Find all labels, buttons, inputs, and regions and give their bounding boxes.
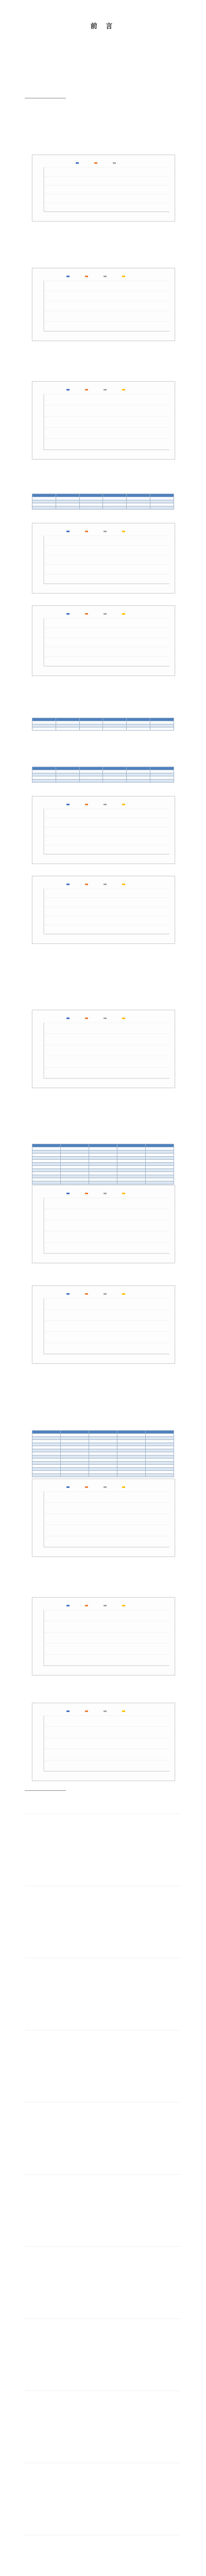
legend-swatch <box>104 804 107 805</box>
table-cell <box>56 779 79 783</box>
legend-swatch <box>66 1486 70 1488</box>
table-cell <box>89 1474 117 1477</box>
chart-panel <box>32 1010 175 1088</box>
table-cell <box>32 779 56 783</box>
table-cell <box>79 506 103 510</box>
table-cell <box>32 1181 61 1184</box>
chart-svg <box>32 1703 175 1781</box>
legend-swatch <box>66 1018 70 1019</box>
chart-panel <box>32 796 175 864</box>
table-cell <box>117 1181 146 1184</box>
legend-swatch <box>122 1293 125 1295</box>
legend-swatch <box>122 1605 125 1606</box>
table-row <box>32 1474 174 1477</box>
legend-swatch <box>66 1605 70 1606</box>
legend-swatch <box>122 804 125 805</box>
legend-swatch <box>85 1605 88 1606</box>
legend-swatch <box>122 1710 125 1712</box>
table-cell <box>127 727 150 731</box>
table-cell <box>79 727 103 731</box>
page-guide-line <box>26 2102 180 2103</box>
table-row <box>32 1181 174 1184</box>
page-guide-line <box>26 2246 180 2247</box>
legend-swatch <box>85 531 88 532</box>
chart-panel <box>32 1185 175 1263</box>
table-cell <box>146 1474 174 1477</box>
chart-panel <box>32 381 175 460</box>
section-paragraph <box>25 227 181 243</box>
chart-panel <box>32 268 175 341</box>
chart-panel <box>32 523 175 594</box>
legend-swatch <box>104 531 107 532</box>
section-paragraph <box>25 1124 181 1137</box>
legend-swatch <box>66 1710 70 1712</box>
table-cell <box>32 1474 61 1477</box>
chart-svg <box>32 1286 175 1363</box>
report-title: 前 言 <box>90 23 116 30</box>
section-paragraph <box>25 471 181 487</box>
legend-swatch <box>122 1193 125 1194</box>
legend-swatch <box>104 1486 107 1488</box>
legend-swatch <box>66 613 70 615</box>
legend-swatch <box>85 389 88 391</box>
legend-swatch <box>104 1710 107 1712</box>
table-cell <box>61 1474 89 1477</box>
legend-swatch <box>122 531 125 532</box>
section-paragraph <box>25 987 181 1003</box>
chart-svg <box>32 268 175 341</box>
legend-swatch <box>122 1018 125 1019</box>
legend-swatch <box>104 276 107 277</box>
footnote-rule <box>25 1790 66 1791</box>
table-cell <box>61 1181 89 1184</box>
chart-svg <box>32 1010 175 1088</box>
chart-svg <box>32 876 175 943</box>
legend-swatch <box>104 1018 107 1019</box>
legend-swatch <box>85 804 88 805</box>
intro-paragraph <box>25 36 181 56</box>
legend-swatch <box>66 1193 70 1194</box>
chart-panel <box>32 876 175 944</box>
legend-swatch <box>85 884 88 885</box>
section-paragraph <box>25 131 181 147</box>
table-row <box>32 727 174 731</box>
legend-swatch <box>104 613 107 615</box>
legend-swatch <box>85 1293 88 1295</box>
legend-swatch <box>76 162 79 164</box>
legend-swatch <box>122 276 125 277</box>
table-cell <box>103 727 127 731</box>
chart-panel <box>32 1285 175 1364</box>
table-cell <box>103 506 127 510</box>
table-cell <box>32 727 56 731</box>
legend-swatch <box>94 162 97 164</box>
legend-swatch <box>66 884 70 885</box>
data-table <box>32 494 174 510</box>
legend-swatch <box>85 1193 88 1194</box>
data-table <box>32 1144 174 1184</box>
table-cell <box>103 779 127 783</box>
legend-swatch <box>85 276 88 277</box>
chart-svg <box>32 523 175 593</box>
table-cell <box>127 506 150 510</box>
legend-swatch <box>66 389 70 391</box>
section-paragraph <box>25 1103 181 1122</box>
section-paragraph <box>25 355 181 371</box>
chart-panel <box>32 1597 175 1675</box>
table-cell <box>146 1181 174 1184</box>
section-paragraph <box>25 690 181 709</box>
legend-swatch <box>66 531 70 532</box>
legend-swatch <box>85 613 88 615</box>
legend-swatch <box>104 1293 107 1295</box>
legend-swatch <box>122 884 125 885</box>
legend-swatch <box>104 1605 107 1606</box>
table-row <box>32 506 174 510</box>
table-cell <box>117 1474 146 1477</box>
legend-swatch <box>104 389 107 391</box>
legend-swatch <box>85 1486 88 1488</box>
legend-swatch <box>104 1193 107 1194</box>
section-paragraph <box>25 744 181 760</box>
table-cell <box>32 506 56 510</box>
chart-svg <box>32 796 175 863</box>
chart-svg <box>32 606 175 675</box>
intro-paragraph <box>25 58 181 71</box>
legend-swatch <box>66 276 70 277</box>
chart-svg <box>32 155 175 221</box>
legend-swatch <box>66 804 70 805</box>
table-cell <box>56 506 79 510</box>
table-row <box>32 779 174 783</box>
intro-paragraph <box>25 73 181 89</box>
chart-panel <box>32 1479 175 1557</box>
table-cell <box>127 779 150 783</box>
table-cell <box>150 779 174 783</box>
chart-panel <box>32 155 175 222</box>
table-cell <box>89 1181 117 1184</box>
legend-swatch <box>122 389 125 391</box>
chart-panel <box>32 1703 175 1781</box>
legend-swatch <box>85 1710 88 1712</box>
section-paragraph <box>25 958 181 977</box>
page-guide-line <box>26 2318 180 2319</box>
legend-swatch <box>104 884 107 885</box>
table-cell <box>150 727 174 731</box>
section-paragraph <box>25 1406 181 1422</box>
chart-svg <box>32 382 175 459</box>
legend-swatch <box>122 1486 125 1488</box>
legend-swatch <box>66 1293 70 1295</box>
section-paragraph <box>25 1571 181 1590</box>
data-table <box>32 767 174 783</box>
data-table <box>32 1430 174 1477</box>
table-cell <box>150 506 174 510</box>
data-table <box>32 718 174 731</box>
chart-svg <box>32 1479 175 1556</box>
chart-panel <box>32 605 175 676</box>
legend-swatch <box>113 162 116 164</box>
table-cell <box>79 779 103 783</box>
page-guide-line <box>26 2174 180 2175</box>
chart-svg <box>32 1598 175 1675</box>
chart-svg <box>32 1185 175 1263</box>
table-cell <box>56 727 79 731</box>
section-paragraph <box>25 1378 181 1397</box>
section-paragraph <box>25 1681 181 1697</box>
legend-swatch <box>85 1018 88 1019</box>
legend-swatch <box>122 613 125 615</box>
section-paragraph <box>25 1267 181 1280</box>
